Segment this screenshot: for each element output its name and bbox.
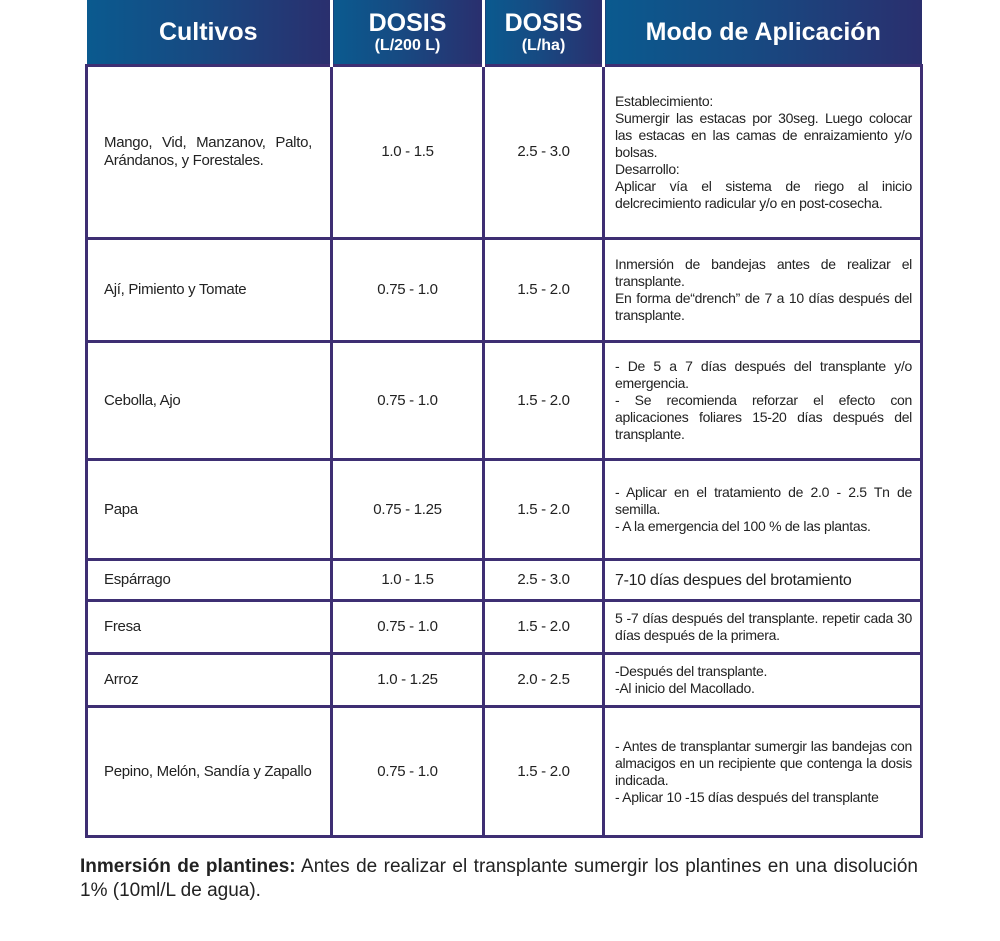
application-mode-line: - Se recomienda reforzar el efecto con aplicaciones foliares 15-20 días después del transplante. <box>615 392 912 442</box>
note-label: Inmersión de plantines: <box>80 856 296 877</box>
header-dose1-title: DOSIS <box>368 9 447 37</box>
dose-per-ha-cell: 2.5 - 3.0 <box>484 66 604 239</box>
dose-per-200l-cell: 0.75 - 1.0 <box>332 707 484 837</box>
application-mode-cell <box>604 601 922 654</box>
crop-cell: Espárrago <box>87 560 332 601</box>
note-text: Antes de realizar el transplante sumergir los plantines en una disolución 1% (10ml/L de agua). <box>80 856 918 901</box>
header-dose2-unit: (L/ha) <box>521 37 566 54</box>
dosage-table <box>85 0 923 838</box>
application-mode-cell <box>604 239 922 342</box>
dose-per-200l-cell: 0.75 - 1.0 <box>332 601 484 654</box>
dose-per-ha-cell: 1.5 - 2.0 <box>484 601 604 654</box>
application-mode-line: Inmersión de bandejas antes de realizar el transplante. <box>615 256 912 289</box>
crop-cell: Mango, Vid, Manzanov, Palto, Arándanos, y Forestales. <box>87 66 332 239</box>
crop-cell: Ají, Pimiento y Tomate <box>87 239 332 342</box>
table-body <box>87 66 922 837</box>
application-mode-line: 7-10 días despues del brotamiento <box>615 571 852 589</box>
header-dose-per-200l <box>332 0 484 66</box>
application-mode-line: Sumergir las estacas por 30seg. Luego colocar las estacas en las camas de enraizamiento y/o bolsas. <box>615 109 912 160</box>
table-row <box>87 342 922 460</box>
dose-per-ha-cell: 1.5 - 2.0 <box>484 239 604 342</box>
dose-per-ha-cell: 1.5 - 2.0 <box>484 460 604 560</box>
dose-per-200l-cell: 0.75 - 1.0 <box>332 342 484 460</box>
application-mode-cell <box>604 342 922 460</box>
header-crop <box>87 0 332 66</box>
header-application-mode <box>604 0 922 66</box>
application-mode-cell <box>604 560 922 601</box>
header-mode-label: Modo de Aplicación <box>645 18 881 46</box>
application-mode-line: - Antes de transplantar sumergir las bandejas con almacigos en un recipiente que contenga la dosis indicada. <box>615 737 912 788</box>
dose-per-200l-cell: 0.75 - 1.0 <box>332 239 484 342</box>
table-row <box>87 239 922 342</box>
application-mode-line: Aplicar vía el sistema de riego al inicio delcrecimiento radicular y/o en post-cosecha. <box>615 177 912 211</box>
table-row <box>87 654 922 707</box>
application-mode-cell <box>604 460 922 560</box>
crop-cell: Papa <box>87 460 332 560</box>
table-header-row <box>87 0 922 66</box>
dose-per-200l-cell: 1.0 - 1.5 <box>332 66 484 239</box>
application-mode-line: - Aplicar 10 -15 días después del transplante <box>615 788 879 805</box>
application-mode-cell <box>604 707 922 837</box>
dose-per-200l-cell: 1.0 - 1.5 <box>332 560 484 601</box>
application-mode-line: - Aplicar en el tratamiento de 2.0 - 2.5 Tn de semilla. <box>615 484 912 517</box>
header-dose-per-ha <box>484 0 604 66</box>
table-row <box>87 601 922 654</box>
table-row <box>87 66 922 239</box>
header-dose2-title: DOSIS <box>504 9 583 37</box>
application-mode-line: Establecimiento: <box>615 92 713 109</box>
application-mode-line: - De 5 a 7 días después del transplante y/o emergencia. <box>615 358 912 391</box>
crop-cell: Fresa <box>87 601 332 654</box>
table-row <box>87 560 922 601</box>
application-mode-cell <box>604 654 922 707</box>
application-mode-line: En forma de“drench” de 7 a 10 días después del transplante. <box>615 290 912 323</box>
crop-cell: Pepino, Melón, Sandía y Zapallo <box>87 707 332 837</box>
application-mode-line: -Después del transplante. <box>615 663 768 679</box>
dose-per-ha-cell: 1.5 - 2.0 <box>484 342 604 460</box>
dose-per-ha-cell: 2.0 - 2.5 <box>484 654 604 707</box>
crop-cell: Arroz <box>87 654 332 707</box>
dose-per-200l-cell: 0.75 - 1.25 <box>332 460 484 560</box>
application-mode-line: -Al inicio del Macollado. <box>615 680 755 696</box>
application-mode-line: - A la emergencia del 100 % de las plantas. <box>615 518 871 534</box>
application-mode-cell <box>604 66 922 239</box>
dose-per-200l-cell: 1.0 - 1.25 <box>332 654 484 707</box>
dose-per-ha-cell: 1.5 - 2.0 <box>484 707 604 837</box>
dose-per-ha-cell: 2.5 - 3.0 <box>484 560 604 601</box>
table-row <box>87 460 922 560</box>
immersion-note <box>80 855 918 903</box>
table-row <box>87 707 922 837</box>
header-dose1-unit: (L/200 L) <box>374 37 441 54</box>
application-mode-line: 5 -7 días después del transplante. repetir cada 30 días después de la primera. <box>615 610 912 643</box>
application-mode-line: Desarrollo: <box>615 160 680 177</box>
header-crop-label: Cultivos <box>158 18 258 46</box>
crop-cell: Cebolla, Ajo <box>87 342 332 460</box>
